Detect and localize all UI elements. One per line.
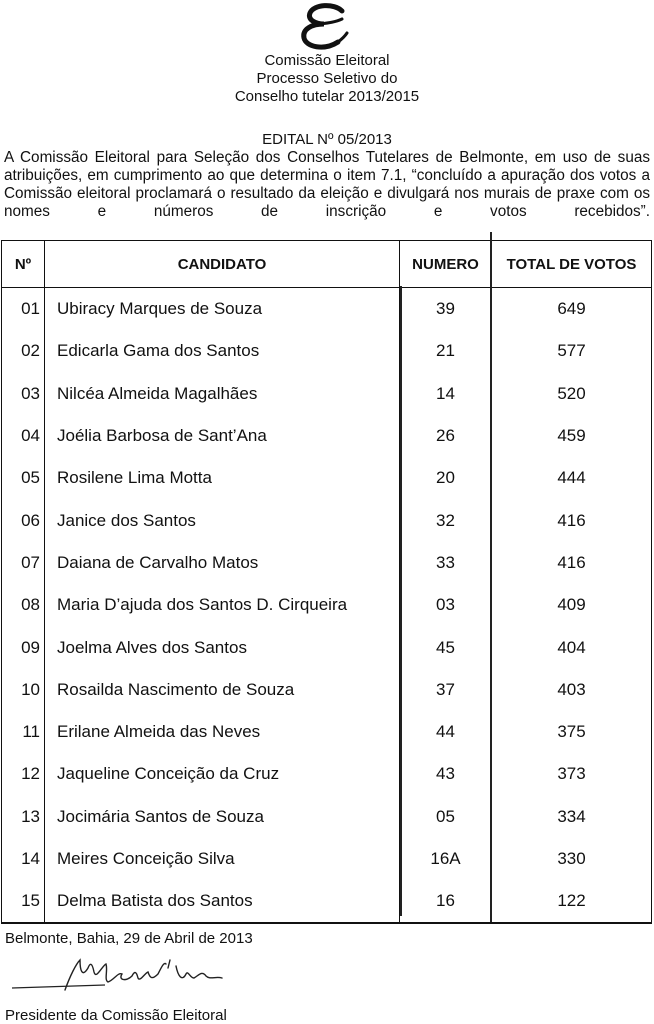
row-no: 04 bbox=[2, 415, 45, 457]
row-no: 03 bbox=[2, 373, 45, 415]
row-number: 03 bbox=[400, 584, 492, 626]
row-candidate: Joelma Alves dos Santos bbox=[45, 626, 400, 668]
table-row bbox=[2, 838, 652, 880]
table-row bbox=[2, 457, 652, 499]
row-candidate: Jaqueline Conceição da Cruz bbox=[45, 753, 400, 795]
row-number: 32 bbox=[400, 499, 492, 541]
signature bbox=[10, 954, 250, 994]
results-table bbox=[1, 240, 652, 924]
row-votes: 403 bbox=[492, 669, 652, 711]
column-rule-number bbox=[400, 286, 402, 916]
row-no: 08 bbox=[2, 584, 45, 626]
table-row bbox=[2, 669, 652, 711]
edital-title: EDITAL Nº 05/2013 bbox=[262, 131, 392, 148]
row-number: 43 bbox=[400, 753, 492, 795]
row-votes: 577 bbox=[492, 330, 652, 372]
row-candidate: Janice dos Santos bbox=[45, 499, 400, 541]
row-number: 20 bbox=[400, 457, 492, 499]
header-block bbox=[0, 52, 654, 106]
row-candidate: Ubiracy Marques de Souza bbox=[45, 288, 400, 331]
row-no: 05 bbox=[2, 457, 45, 499]
row-candidate: Nilcéa Almeida Magalhães bbox=[45, 373, 400, 415]
row-number: 26 bbox=[400, 415, 492, 457]
row-votes: 416 bbox=[492, 542, 652, 584]
row-votes: 373 bbox=[492, 753, 652, 795]
table-row bbox=[2, 288, 652, 331]
row-candidate: Erilane Almeida das Neves bbox=[45, 711, 400, 753]
row-votes: 416 bbox=[492, 499, 652, 541]
table-row bbox=[2, 415, 652, 457]
row-number: 45 bbox=[400, 626, 492, 668]
table-row bbox=[2, 499, 652, 541]
row-votes: 444 bbox=[492, 457, 652, 499]
row-number: 37 bbox=[400, 669, 492, 711]
row-candidate: Rosilene Lima Motta bbox=[45, 457, 400, 499]
row-votes: 459 bbox=[492, 415, 652, 457]
table-row bbox=[2, 542, 652, 584]
row-candidate: Joélia Barbosa de Sant’Ana bbox=[45, 415, 400, 457]
header-total-votes: TOTAL DE VOTOS bbox=[492, 241, 652, 288]
row-votes: 404 bbox=[492, 626, 652, 668]
row-no: 07 bbox=[2, 542, 45, 584]
row-no: 02 bbox=[2, 330, 45, 372]
row-no: 09 bbox=[2, 626, 45, 668]
stylized-e-logo-icon bbox=[290, 2, 360, 52]
intro-paragraph: A Comissão Eleitoral para Seleção dos Conselhos Tutelares de Belmonte, em uso de suas atribuições, em cumprimento ao que determina o item 7.1, “concluído a apuração dos votos a Comissão eleitoral proclamará o resultado da eleição e divulgará nos murais de praxe com os nomes e números de inscrição e votos recebidos”. bbox=[4, 149, 650, 220]
table-row bbox=[2, 796, 652, 838]
row-no: 06 bbox=[2, 499, 45, 541]
table-row bbox=[2, 330, 652, 372]
row-candidate: Rosailda Nascimento de Souza bbox=[45, 669, 400, 711]
table-row bbox=[2, 711, 652, 753]
row-number: 16 bbox=[400, 880, 492, 923]
row-no: 12 bbox=[2, 753, 45, 795]
table-row bbox=[2, 753, 652, 795]
row-number: 44 bbox=[400, 711, 492, 753]
president-label: Presidente da Comissão Eleitoral bbox=[5, 1007, 227, 1024]
row-no: 10 bbox=[2, 669, 45, 711]
header-candidate: CANDIDATO bbox=[45, 241, 400, 288]
row-votes: 649 bbox=[492, 288, 652, 331]
row-no: 13 bbox=[2, 796, 45, 838]
table-row bbox=[2, 626, 652, 668]
row-votes: 520 bbox=[492, 373, 652, 415]
row-votes: 409 bbox=[492, 584, 652, 626]
row-votes: 122 bbox=[492, 880, 652, 923]
row-candidate: Daiana de Carvalho Matos bbox=[45, 542, 400, 584]
row-no: 15 bbox=[2, 880, 45, 923]
row-no: 11 bbox=[2, 711, 45, 753]
place-date: Belmonte, Bahia, 29 de Abril de 2013 bbox=[5, 930, 253, 947]
table-row bbox=[2, 373, 652, 415]
header-number: NUMERO bbox=[400, 241, 492, 288]
row-number: 33 bbox=[400, 542, 492, 584]
header-line-1: Comissão Eleitoral bbox=[264, 52, 390, 69]
row-number: 05 bbox=[400, 796, 492, 838]
row-number: 21 bbox=[400, 330, 492, 372]
header-line-3: Conselho tutelar 2013/2015 bbox=[234, 88, 420, 105]
row-number: 14 bbox=[400, 373, 492, 415]
row-votes: 375 bbox=[492, 711, 652, 753]
row-candidate: Jocimária Santos de Souza bbox=[45, 796, 400, 838]
row-votes: 334 bbox=[492, 796, 652, 838]
row-number: 16A bbox=[400, 838, 492, 880]
table-row bbox=[2, 584, 652, 626]
table-header-row bbox=[2, 241, 652, 288]
row-candidate: Meires Conceição Silva bbox=[45, 838, 400, 880]
row-candidate: Edicarla Gama dos Santos bbox=[45, 330, 400, 372]
row-number: 39 bbox=[400, 288, 492, 331]
column-rule-votes bbox=[490, 232, 492, 922]
table-row bbox=[2, 880, 652, 923]
header-line-2: Processo Seletivo do bbox=[256, 70, 398, 87]
row-no: 14 bbox=[2, 838, 45, 880]
row-votes: 330 bbox=[492, 838, 652, 880]
header-no: Nº bbox=[2, 241, 45, 288]
row-no: 01 bbox=[2, 288, 45, 331]
row-candidate: Delma Batista dos Santos bbox=[45, 880, 400, 923]
row-candidate: Maria D’ajuda dos Santos D. Cirqueira bbox=[45, 584, 400, 626]
